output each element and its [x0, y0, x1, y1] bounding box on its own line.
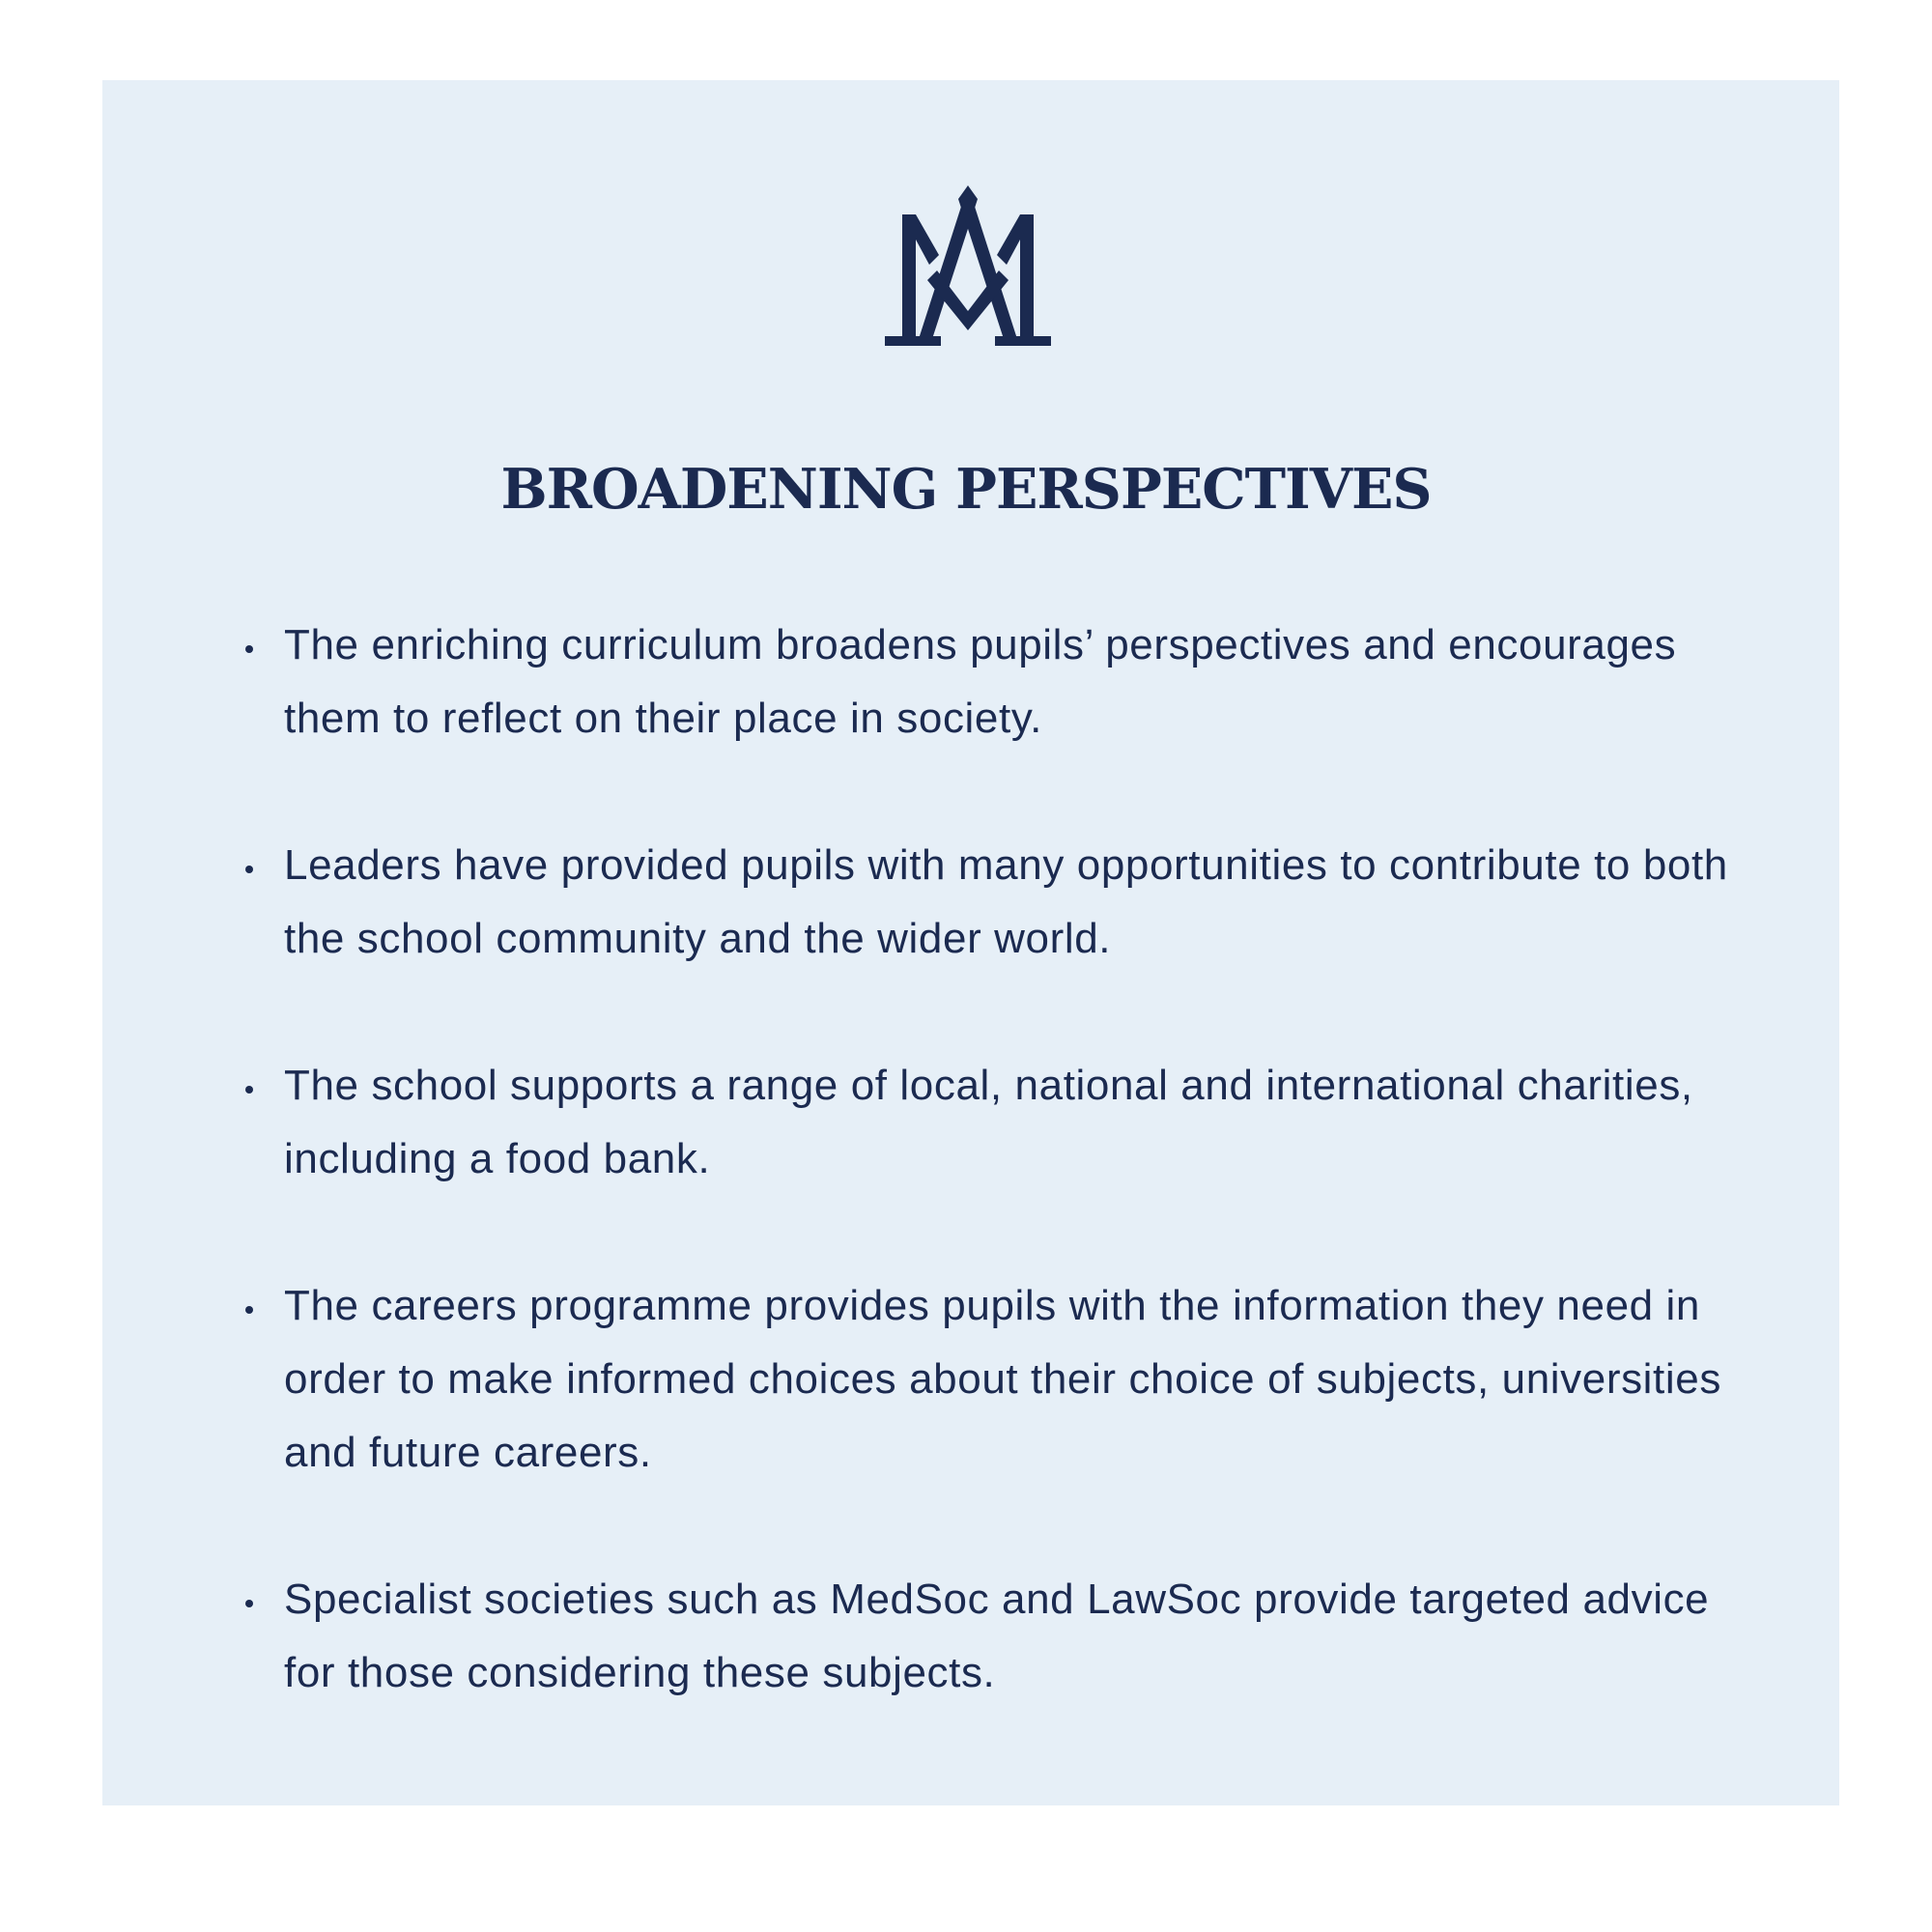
bullet-text: The careers programme provides pupils with the information they need in order to make informed choices about their choice of subjects, universities and future careers. [284, 1282, 1721, 1476]
bullet-text: The enriching curriculum broadens pupils’ perspectives and encourages them to reflect on their place in society. [284, 621, 1677, 742]
bullet-item [242, 609, 1748, 755]
bullet-item [242, 1269, 1748, 1490]
bullet-text: The school supports a range of local, national and international charities, including a food bank. [284, 1062, 1693, 1182]
bullet-text: Leaders have provided pupils with many opportunities to contribute to both the school community and the wider world. [284, 841, 1728, 962]
page-title: BROADENING PERSPECTIVES [500, 457, 1432, 522]
bullet-item [242, 1563, 1748, 1710]
bullet-item [242, 1049, 1748, 1196]
bullet-dot-icon [245, 1306, 253, 1314]
bullet-dot-icon [245, 866, 253, 873]
bullet-text: Specialist societies such as MedSoc and LawSoc provide targeted advice for those considering these subjects. [284, 1576, 1710, 1696]
am-monogram-icon [885, 185, 1051, 352]
bullet-dot-icon [245, 1086, 253, 1094]
bullet-dot-icon [245, 1600, 253, 1607]
bullet-item [242, 829, 1748, 976]
bullet-dot-icon [245, 645, 253, 653]
bullet-list [242, 609, 1748, 1783]
